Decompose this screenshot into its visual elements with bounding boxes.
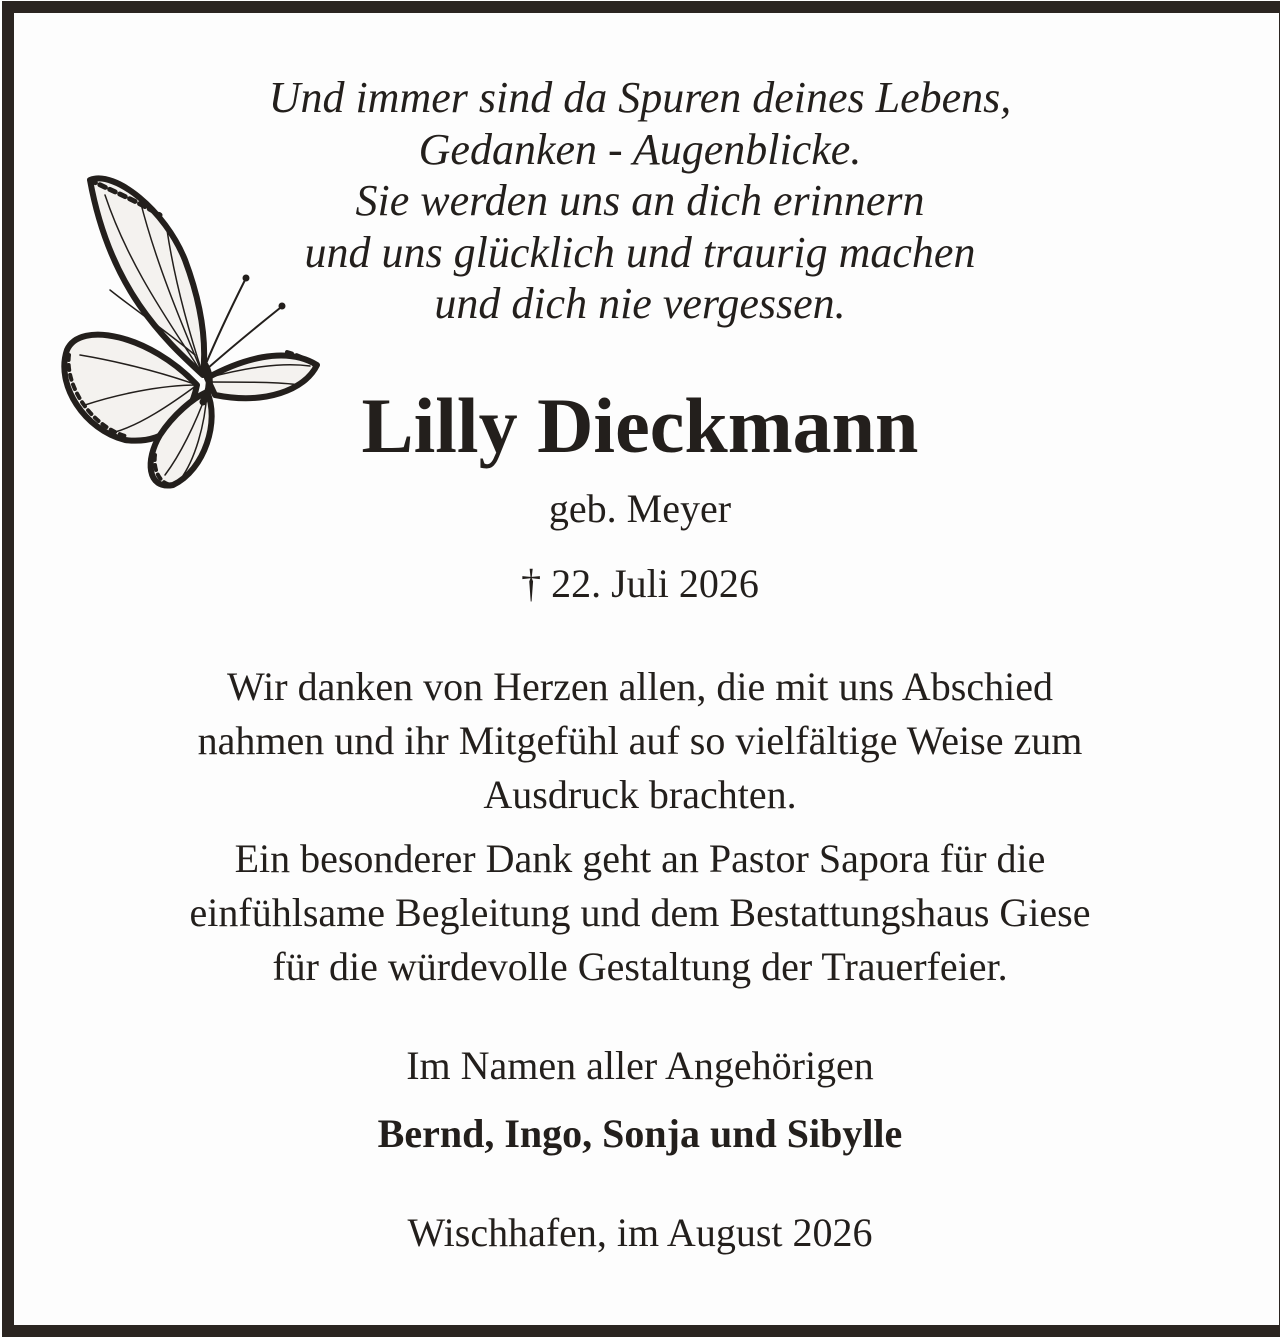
thanks-line: Ausdruck brachten.: [483, 772, 797, 817]
thanks-line: für die würdevolle Gestaltung der Trauerfeier.: [272, 944, 1008, 989]
poem-line: und dich nie vergessen.: [434, 279, 846, 328]
poem-line: Gedanken - Augenblicke.: [418, 124, 862, 174]
thanks-paragraph: [0, 660, 1280, 822]
thanks-line: nahmen und ihr Mitgefühl auf so vielfältige Weise zum: [197, 718, 1083, 763]
poem-line: und uns glücklich und traurig machen: [304, 227, 976, 277]
poem-line: Sie werden uns an dich erinnern: [355, 176, 925, 225]
special-thanks-paragraph: [0, 832, 1280, 994]
poem-line: Und immer sind da Spuren deines Lebens,: [268, 73, 1012, 122]
signature-names: Bernd, Ingo, Sonja und Sibylle: [377, 1111, 903, 1156]
thanks-line: einfühlsame Begleitung und dem Bestattungshaus Giese: [189, 890, 1091, 935]
death-date: † 22. Juli 2026: [521, 561, 759, 606]
deceased-name: Lilly Dieckmann: [361, 382, 919, 469]
signature-intro: Im Namen aller Angehörigen: [406, 1043, 874, 1088]
maiden-name: geb. Meyer: [548, 486, 732, 531]
place-date: Wischhafen, im August 2026: [407, 1210, 873, 1255]
thanks-line: Wir danken von Herzen allen, die mit uns Abschied: [227, 664, 1053, 709]
thanks-line: Ein besonderer Dank geht an Pastor Sapora für die: [234, 836, 1046, 881]
